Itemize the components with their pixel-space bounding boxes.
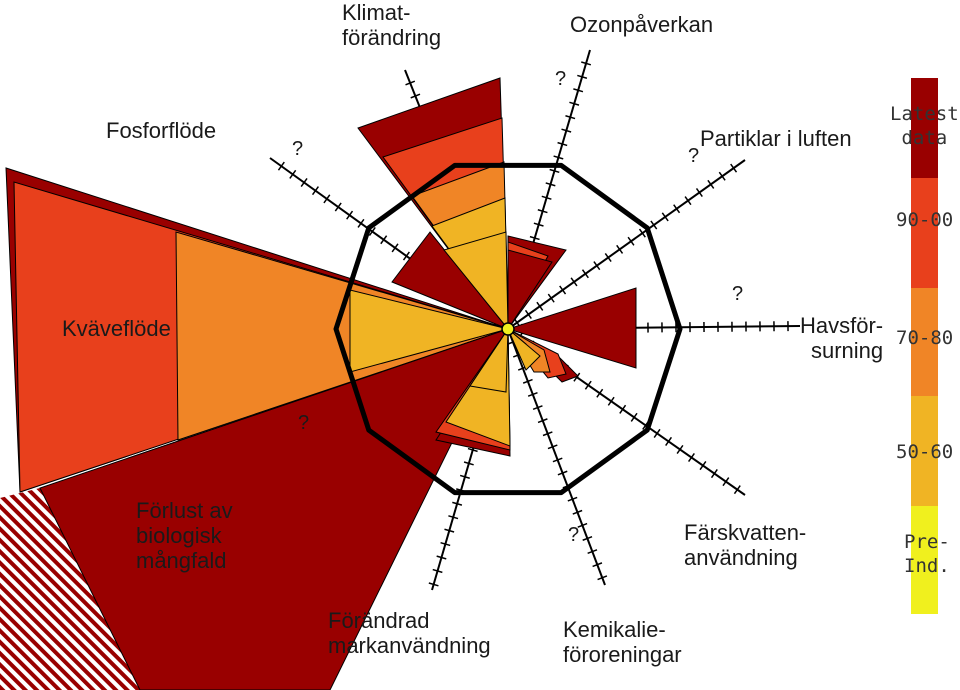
axis-tick — [324, 195, 330, 203]
axis-tick — [654, 429, 660, 437]
axis-tick — [640, 229, 646, 237]
legend-label-7080: 70-80 — [896, 327, 954, 349]
label-forlust: Förlust av biologisk mångfald — [136, 498, 233, 573]
label-klimat: Klimat- förändring — [342, 0, 442, 50]
axis-tick — [597, 389, 603, 397]
label-ozon: Ozonpåverkan — [570, 12, 714, 37]
axis-tick — [381, 236, 387, 244]
label-farsk: Färskvatten- användning — [684, 520, 807, 570]
unknown-marker-fosfor: ? — [292, 138, 304, 160]
axis-tick — [628, 237, 634, 245]
center-dot — [502, 323, 514, 335]
legend-label-preind: Pre- Ind. — [904, 531, 950, 577]
axis-tick — [674, 205, 680, 213]
axis-tick — [708, 180, 714, 188]
axis-tick — [605, 253, 611, 261]
axis-tick — [731, 164, 737, 172]
unknown-marker-kemi: ? — [568, 524, 580, 546]
axis-tick — [278, 162, 284, 170]
axis-tick — [608, 397, 614, 405]
axis-tick — [734, 486, 740, 494]
unknown-marker-forlust: ? — [298, 412, 310, 434]
legend-label-5060: 50-60 — [896, 441, 954, 463]
axis-tick — [358, 219, 364, 227]
axis-tick — [548, 294, 554, 302]
label-partiklar: Partiklar i luften — [700, 126, 852, 151]
legend-label-latest: Latest data — [890, 103, 959, 149]
axis-tick — [537, 302, 543, 310]
axis-tick — [560, 286, 566, 294]
label-mark: Förändrad markanvändning — [328, 608, 491, 658]
axis-tick — [651, 221, 657, 229]
label-fosfor: Fosforflöde — [106, 118, 217, 143]
axis-tick — [404, 252, 410, 260]
axis-tick — [662, 213, 668, 221]
axis-tick — [620, 405, 626, 413]
axis-tick — [666, 437, 672, 445]
axis-tick — [677, 445, 683, 453]
axis-tick — [719, 172, 725, 180]
axis-tick — [290, 170, 296, 178]
axis-tick — [392, 244, 398, 252]
axis-tick — [571, 278, 577, 286]
axis-tick — [697, 188, 703, 196]
axis-tick — [723, 478, 729, 486]
unknown-marker-havs: ? — [732, 283, 744, 305]
axis-tick — [583, 270, 589, 278]
axis-tick — [301, 178, 307, 186]
label-kemi: Kemikalie- föroreningar — [563, 617, 682, 667]
legend-swatch-9000 — [911, 178, 938, 288]
legend-label-9000: 90-00 — [896, 209, 954, 231]
axis-tick — [700, 461, 706, 469]
label-kvave: Kväveflöde — [62, 316, 171, 341]
axis-tick — [313, 187, 319, 195]
unknown-marker-partiklar: ? — [688, 145, 700, 167]
axis-tick — [347, 211, 353, 219]
label-havs: Havsför- surning — [800, 313, 884, 363]
axis-tick — [712, 469, 718, 477]
unknown-marker-ozon: ? — [555, 68, 567, 90]
axis-tick — [526, 310, 532, 318]
axis-tick — [585, 381, 591, 389]
axis-tick — [685, 197, 691, 205]
axis-tick — [689, 453, 695, 461]
axis-tick — [631, 413, 637, 421]
axis-tick — [594, 262, 600, 270]
axis-tick — [617, 245, 623, 253]
axis-tick — [335, 203, 341, 211]
